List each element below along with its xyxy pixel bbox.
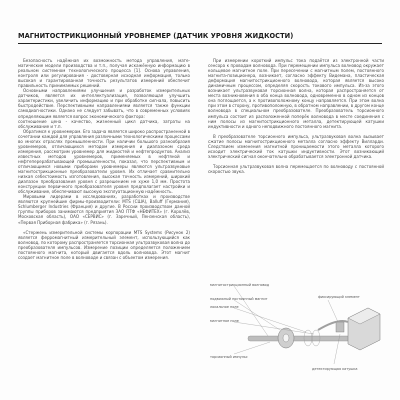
figure-label: локальное поле: [210, 305, 239, 309]
paragraph: «Стержень измерительной системы корпорации MTS Systems (Рисунок 2) является ферромагнитный измерительный элемент, использующийся как волновод, по которому распространяется торсионная ультразвуковая волна до преобразователя импульсов. Измерение позиции определяется положением постоянного магнита, который двигается вдоль волновода. Этот магнит создает магнитное поле в волноводе и связан с объектом измерения.: [18, 229, 190, 260]
paragraph: Обратимся к уровнемерам. Его задача является широко распространенной в сочетании каждой для управления различными технологическими процессами во многих отраслях промышленности. При наличии большого разнообразия уровнемеров, отличающихся методом измерения и диапазоном среда измерения, рассмотрим уровнемер для жидкостей и нефтепродуктов. Анализ известных методов уровнемеров, применяемых в нефтяной и нефтеперерабатывающей промышленности, показал, что перспективным и отличающимся новыми приборами уровнемеры являются ультразвуковые магнитострикционные преобразователи уровня. Их отличает сравнительно низкая себестоимость изготовления, высокая точность измерений, широкий диапазон преобразования уровня с разрешением не хуже 1,0 мм. Простота конструкции первичного преобразователя уровня предполагает настройки и обслуживание, обеспечивают высокую эксплуатационную надёжность.: [18, 128, 190, 195]
figure-label: подвижный постоянный магнит: [210, 297, 268, 301]
paragraph: Мировыми лидерами в исследованиях, разработках и производстве являются крупнейшие фирмы-производители: MTS (США), Balluff (Германия), Schlumberger Industries (Франция) и другие. В России производством данной группы приборов занимаются предприятия ЗАО ПТФ «НЕФИТЕХ» (г. Королёв, Московская область), ОАО «СЕРВИС» (г. Заречный, Пензенская область), «Первая Приборная фабрика» (г. Рязань).: [18, 194, 190, 225]
figure-label: магнитострикционный волновод: [210, 283, 270, 287]
paragraph: соотношение цена - качество, жизненный цикл датчика, затраты на обслуживание и т.п.: [18, 118, 190, 129]
magnet-hole: [283, 334, 289, 342]
paragraph: Безопасность надёжная их возможность метода управления, мате-матические модели производства и т.п., получая искажённую информацию в реальном системном технологического процесса [1]. Основа управления, контроля или регулирования - достоверная исходная информация, только высокая и гарантированная точность результатов измерений обеспечит правильность принимаемых решений.: [18, 58, 190, 89]
sensor-diagram: [208, 278, 384, 378]
page-title: МАГНИТОСТРИКЦИОННЫЙ УРОВНЕМЕР (ДАТЧИК УРОВНЯ ЖИДКОСТИ): [18, 32, 294, 40]
figure-label: фиксирующий элемент: [318, 295, 360, 299]
paragraph: В преобразователе торсионного импульса, ультразвуковая волна вызывает сжатие полосы магнитострикционного металла согласно эффекту Вилларди. Следствием изменения магнитной проницаемости этого металла которого исходит электрический ток катушки индуктивности. Этот возникающий электрический сигнал окончательно обрабатывается электронной датчика.: [208, 133, 384, 159]
paragraph: Торсионная ультразвуковая волна перемещается по волноводу с постоянной скоростью звука.: [208, 163, 384, 174]
figure-label: магнитное поле: [210, 319, 239, 323]
paragraph: При измерении короткий импульс тока подаётся из электронной части сенсора к проводам волновода. При перемещении импульса волновод окружает кольцевое магнитное поле. При пересечении с магнитным полем, постоянного магнита-позиционера, возникает, согласно эффекту Видемана, пластическая деформация магнитострикционного волновода, которая является высоко динамичным процессом, определяя скорость токового импульса. Из-за этого возникает ультразвуковая торсионная волна, которая распространяется от места возникновения в оба конца волновода, одновременно в одном из концов она поглощается, а к противоположному концу направляется. При этом волна при этом в сторону, противоположную, в обратном направлении, в другом конце волновода в специальном преобразователе. Преобразователь торсионного импульса состоит из расположенной поперёк волновода в месте соединения с ним полосы из магнитострикционного металла, детектирующей катушки индуктивности и одного неподвижного постоянного магнита.: [208, 58, 384, 129]
sensor-diagram-svg: [208, 278, 384, 378]
right-column: [208, 58, 384, 174]
figure-label: торсионный импульс: [210, 355, 248, 359]
detect-coil: [336, 322, 344, 332]
title-bar: [18, 32, 382, 44]
figure-label: детектирующая катушка: [312, 367, 358, 371]
left-column: [18, 58, 190, 260]
paragraph: Основными направлениями улучшения и разработок измерительных датчиков, является их интеллектуализация, позволяющая улучшить характеристики, увеличить информацию и при обработке сигнала, повысить быстродействие. Перспективными направлениями является также функции самодиагностики. Однако не следует забывать, что в современных условиях определяющим является вопрос экономического фактора:: [18, 88, 190, 119]
waveguide-rod: [248, 336, 358, 341]
